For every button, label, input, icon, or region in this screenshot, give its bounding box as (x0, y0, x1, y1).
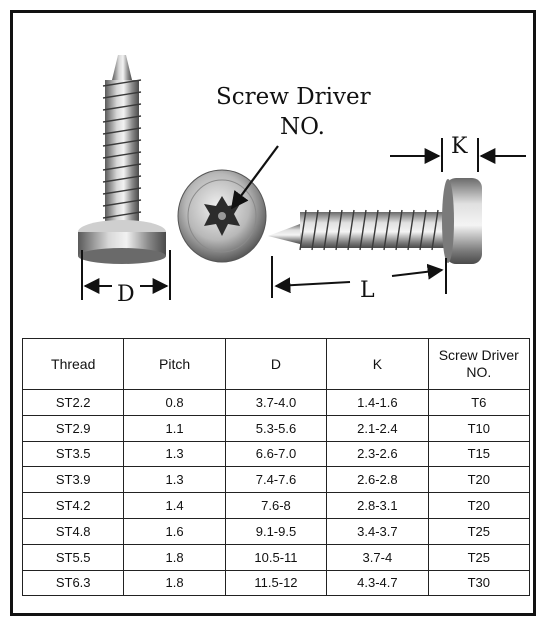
table-row (23, 570, 530, 596)
cell-thread: ST3.9 (23, 467, 124, 493)
table-row (23, 544, 530, 570)
table-row (23, 493, 530, 519)
dimension-k-label: K (451, 134, 468, 159)
header-driver-line2: NO. (466, 364, 492, 380)
cell-driver: T15 (428, 441, 529, 467)
cell-d: 7.6-8 (225, 493, 326, 519)
screw-spec-table (22, 338, 530, 596)
table-row (23, 467, 530, 493)
cell-driver: T25 (428, 544, 529, 570)
cell-k: 2.6-2.8 (327, 467, 428, 493)
cell-k: 4.3-4.7 (327, 570, 428, 596)
table-header-row (23, 339, 530, 390)
cell-driver: T20 (428, 493, 529, 519)
cell-driver: T20 (428, 467, 529, 493)
cell-thread: ST2.9 (23, 415, 124, 441)
header-d: D (225, 339, 326, 390)
cell-d: 3.7-4.0 (225, 390, 326, 416)
header-thread: Thread (23, 339, 124, 390)
cell-k: 3.4-3.7 (327, 518, 428, 544)
cell-d: 5.3-5.6 (225, 415, 326, 441)
cell-d: 6.6-7.0 (225, 441, 326, 467)
dimension-l-label: L (360, 278, 375, 303)
table-row (23, 390, 530, 416)
cell-pitch: 1.8 (124, 570, 225, 596)
header-pitch: Pitch (124, 339, 225, 390)
table-row (23, 441, 530, 467)
cell-pitch: 1.1 (124, 415, 225, 441)
cell-thread: ST6.3 (23, 570, 124, 596)
cell-k: 2.8-3.1 (327, 493, 428, 519)
cell-d: 7.4-7.6 (225, 467, 326, 493)
cell-thread: ST3.5 (23, 441, 124, 467)
cell-pitch: 1.3 (124, 467, 225, 493)
cell-pitch: 1.8 (124, 544, 225, 570)
table-row (23, 415, 530, 441)
cell-driver: T25 (428, 518, 529, 544)
cell-thread: ST4.8 (23, 518, 124, 544)
header-k: K (327, 339, 428, 390)
header-driver-line1: Screw Driver (438, 347, 519, 363)
cell-k: 1.4-1.6 (327, 390, 428, 416)
horizontal-screw (268, 178, 482, 264)
cell-thread: ST4.2 (23, 493, 124, 519)
cell-d: 10.5-11 (225, 544, 326, 570)
cell-thread: ST2.2 (23, 390, 124, 416)
cell-d: 11.5-12 (225, 570, 326, 596)
cell-pitch: 1.4 (124, 493, 225, 519)
screw-driver-no-label: NO. (280, 114, 325, 140)
cell-pitch: 1.3 (124, 441, 225, 467)
screw-driver-label: Screw Driver (216, 84, 371, 110)
cell-k: 3.7-4 (327, 544, 428, 570)
cell-k: 2.3-2.6 (327, 441, 428, 467)
screw-head-top-view (178, 170, 266, 262)
vertical-screw (78, 55, 166, 264)
cell-driver: T6 (428, 390, 529, 416)
cell-pitch: 0.8 (124, 390, 225, 416)
cell-driver: T30 (428, 570, 529, 596)
screw-illustration (13, 13, 533, 333)
cell-driver: T10 (428, 415, 529, 441)
table-row (23, 518, 530, 544)
dimension-d-label: D (117, 282, 135, 307)
cell-pitch: 1.6 (124, 518, 225, 544)
header-screw-driver-no (428, 339, 529, 390)
cell-thread: ST5.5 (23, 544, 124, 570)
cell-d: 9.1-9.5 (225, 518, 326, 544)
cell-k: 2.1-2.4 (327, 415, 428, 441)
